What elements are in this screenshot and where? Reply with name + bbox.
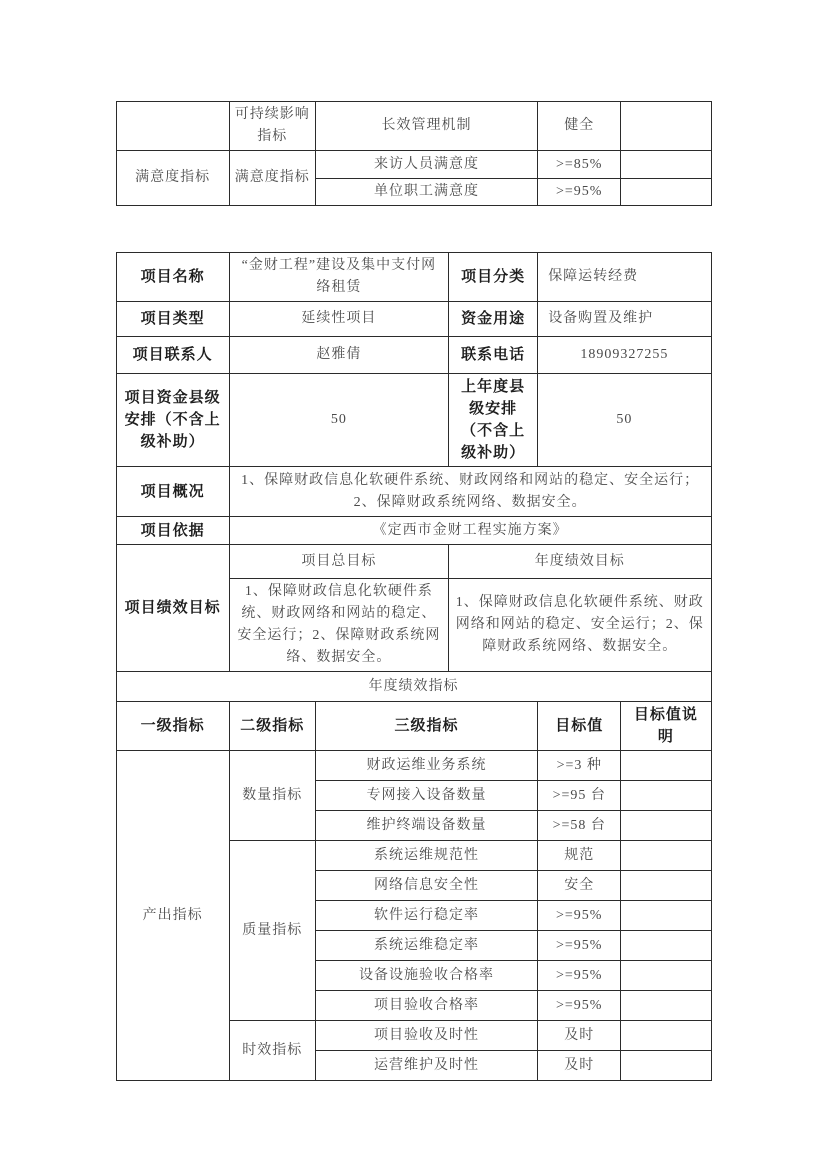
level3-cell: 软件运行稳定率: [315, 901, 537, 931]
header-level2: 二级指标: [229, 702, 315, 751]
project-basis-label: 项目依据: [116, 517, 229, 545]
fund-usage-label: 资金用途: [449, 302, 538, 337]
target-cell: >=95%: [538, 931, 621, 961]
level2-cell: 数量指标: [229, 751, 315, 841]
continuation-indicator-table: [116, 101, 712, 206]
level2-cell: 满意度指标: [229, 151, 315, 206]
target-note-cell-empty: [621, 901, 711, 931]
project-type-value: 延续性项目: [229, 302, 448, 337]
table-row: [116, 702, 711, 751]
total-goal-text: 1、保障财政信息化软硬件系统、财政网络和网站的稳定、安全运行；2、保障财政系统网络、数据安全。: [229, 579, 448, 672]
table-row: [116, 517, 711, 545]
target-note-cell-empty: [621, 991, 711, 1021]
level3-cell: 项目验收及时性: [315, 1021, 537, 1051]
annual-indicator-section-title: 年度绩效指标: [116, 672, 711, 702]
target-note-cell-empty: [621, 1051, 711, 1081]
target-note-cell-empty: [621, 871, 711, 901]
target-cell: 及时: [538, 1021, 621, 1051]
table-row: [116, 374, 711, 467]
target-note-cell-empty: [621, 179, 711, 206]
target-cell: 规范: [538, 841, 621, 871]
level1-cell-empty: [116, 102, 229, 151]
contact-phone-label: 联系电话: [449, 337, 538, 374]
fund-usage-value: 设备购置及维护: [538, 302, 711, 337]
table-row: [116, 253, 711, 302]
level3-cell: 项目验收合格率: [315, 991, 537, 1021]
annual-goal-header: 年度绩效目标: [449, 545, 711, 579]
level3-cell: 长效管理机制: [315, 102, 537, 151]
header-target-note: 目标值说明: [621, 702, 711, 751]
contact-phone-value: 18909327255: [538, 337, 711, 374]
header-level3: 三级指标: [315, 702, 537, 751]
target-cell: >=95%: [538, 961, 621, 991]
table-row: [116, 672, 711, 702]
total-goal-header: 项目总目标: [229, 545, 448, 579]
level2-cell: 时效指标: [229, 1021, 315, 1081]
header-level1: 一级指标: [116, 702, 229, 751]
table-row: [116, 302, 711, 337]
target-cell: 安全: [538, 871, 621, 901]
table-row: [116, 102, 711, 151]
table-row: [116, 151, 711, 179]
target-cell: >=95%: [538, 991, 621, 1021]
level2-cell: 质量指标: [229, 841, 315, 1021]
county-funding-label: 项目资金县级安排（不含上级补助）: [116, 374, 229, 467]
target-cell: >=3 种: [538, 751, 621, 781]
project-category-value: 保障运转经费: [538, 253, 711, 302]
target-cell: >=95%: [538, 901, 621, 931]
header-target: 目标值: [538, 702, 621, 751]
prev-year-funding-value: 50: [538, 374, 711, 467]
target-note-cell-empty: [621, 961, 711, 991]
indicator-row: [116, 751, 711, 781]
level1-cell: 产出指标: [116, 751, 229, 1081]
table-row: [116, 337, 711, 374]
target-note-cell-empty: [621, 931, 711, 961]
level3-cell: 系统运维规范性: [315, 841, 537, 871]
county-funding-value: 50: [229, 374, 448, 467]
level3-cell: 网络信息安全性: [315, 871, 537, 901]
table-row: [116, 467, 711, 517]
target-cell: >=95%: [538, 179, 621, 206]
project-category-label: 项目分类: [449, 253, 538, 302]
prev-year-funding-label: 上年度县级安排（不含上级补助）: [449, 374, 538, 467]
target-note-cell-empty: [621, 841, 711, 871]
target-note-cell-empty: [621, 811, 711, 841]
level3-cell: 运营维护及时性: [315, 1051, 537, 1081]
level3-cell: 设备设施验收合格率: [315, 961, 537, 991]
annual-goal-text: 1、保障财政信息化软硬件系统、财政网络和网站的稳定、安全运行；2、保障财政系统网络、数据安全。: [449, 579, 711, 672]
target-note-cell-empty: [621, 151, 711, 179]
project-name-label: 项目名称: [116, 253, 229, 302]
target-cell: >=85%: [538, 151, 621, 179]
target-note-cell-empty: [621, 1021, 711, 1051]
target-note-cell-empty: [621, 751, 711, 781]
project-name-value: “金财工程”建设及集中支付网络租赁: [229, 253, 448, 302]
table-row: [116, 545, 711, 579]
target-cell: >=95 台: [538, 781, 621, 811]
project-overview-label: 项目概况: [116, 467, 229, 517]
target-note-cell-empty: [621, 781, 711, 811]
project-basis-value: 《定西市金财工程实施方案》: [229, 517, 711, 545]
level3-cell: 单位职工满意度: [315, 179, 537, 206]
target-cell: 及时: [538, 1051, 621, 1081]
project-overview-value: 1、保障财政信息化软硬件系统、财政网络和网站的稳定、安全运行；2、保障财政系统网络、数据安全。: [229, 467, 711, 517]
level3-cell: 来访人员满意度: [315, 151, 537, 179]
contact-person-value: 赵雅倩: [229, 337, 448, 374]
level3-cell: 财政运维业务系统: [315, 751, 537, 781]
performance-goal-label: 项目绩效目标: [116, 545, 229, 672]
contact-person-label: 项目联系人: [116, 337, 229, 374]
level3-cell: 维护终端设备数量: [315, 811, 537, 841]
target-cell: 健全: [538, 102, 621, 151]
target-note-cell-empty: [621, 102, 711, 151]
project-type-label: 项目类型: [116, 302, 229, 337]
level1-cell: 满意度指标: [116, 151, 229, 206]
project-performance-table: [116, 252, 712, 1081]
level3-cell: 专网接入设备数量: [315, 781, 537, 811]
level2-cell: 可持续影响指标: [229, 102, 315, 151]
target-cell: >=58 台: [538, 811, 621, 841]
level3-cell: 系统运维稳定率: [315, 931, 537, 961]
